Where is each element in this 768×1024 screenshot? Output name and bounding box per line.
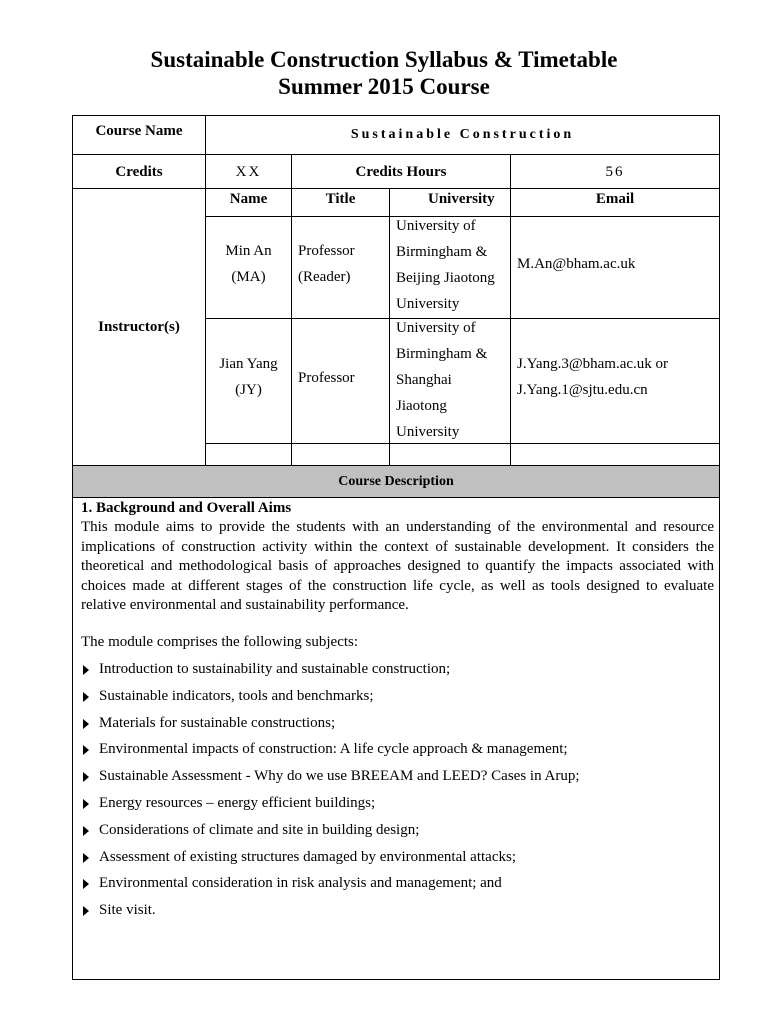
header-name: Name (229, 191, 268, 207)
subject-text: Environmental impacts of construction: A life cycle approach & management; (99, 741, 568, 758)
bullet-arrow-icon (83, 906, 89, 916)
email-line: M.An@bham.ac.uk (517, 256, 636, 272)
instructor-university (396, 213, 510, 317)
list-item (81, 844, 711, 871)
list-item (81, 736, 711, 763)
row-divider (73, 497, 719, 498)
credits-value: XX (235, 164, 262, 180)
bullet-arrow-icon (83, 745, 89, 755)
bullet-arrow-icon (83, 772, 89, 782)
credit-hours-label: Credits Hours (355, 164, 447, 180)
list-item (81, 817, 711, 844)
course-name-label: Course Name (95, 123, 183, 139)
subject-text: Environmental consideration in risk analysis and management; and (99, 875, 502, 892)
syllabus-table (72, 115, 720, 980)
list-item (81, 870, 711, 897)
instructor-name-line: Jian Yang (219, 356, 278, 372)
bullet-arrow-icon (83, 826, 89, 836)
header-university: University (428, 191, 495, 207)
col-divider (389, 188, 390, 465)
subject-text: Site visit. (99, 902, 156, 919)
university-line: Birmingham & (396, 244, 488, 260)
bullet-arrow-icon (83, 879, 89, 889)
instructor-name-line: Min An (225, 243, 272, 259)
instructors-label: Instructor(s) (98, 319, 180, 335)
title-line-2: Summer 2015 Course (278, 74, 490, 99)
university-line: Jiaotong (396, 398, 447, 414)
instructor-title-line: Professor (298, 243, 355, 259)
title-line-1: Sustainable Construction Syllabus & Timetable (150, 47, 618, 72)
email-line: J.Yang.3@bham.ac.uk or (517, 356, 669, 372)
list-item (81, 683, 711, 710)
email-line: J.Yang.1@sjtu.edu.cn (517, 382, 648, 398)
list-item (81, 656, 711, 683)
instructor-title (298, 238, 388, 290)
university-line: Shanghai (396, 372, 452, 388)
description-paragraph: This module aims to provide the students with an understanding of the environmental and resource implications of construction activity within the context of sustainable development. It considers the theoretical and methodological basis of approaches designed to quantify the impacts associated with choices made at different stages of the construction life cycle, as well as tools designed to evaluate relative environmental and sustainability performance. (81, 519, 714, 613)
instructor-title-line: Professor (298, 370, 355, 386)
list-item (81, 897, 711, 924)
course-name-value: Sustainable Construction (350, 127, 575, 142)
instructor-name-line: (MA) (231, 269, 266, 285)
subjects-intro: The module comprises the following subjects: (81, 634, 359, 650)
section-title: 1. Background and Overall Aims (81, 500, 292, 516)
page-title (0, 46, 768, 100)
header-email: Email (595, 191, 635, 207)
subject-text: Considerations of climate and site in building design; (99, 821, 420, 838)
university-line: Beijing Jiaotong (396, 270, 495, 286)
university-line: University of (396, 218, 476, 234)
instructor-title-line: (Reader) (298, 269, 351, 285)
bullet-arrow-icon (83, 692, 89, 702)
bullet-arrow-icon (83, 719, 89, 729)
list-item (81, 790, 711, 817)
bullet-arrow-icon (83, 665, 89, 675)
instructor-name (206, 238, 291, 290)
credits-label: Credits (115, 164, 163, 180)
university-line: University of (396, 320, 476, 336)
university-line: University (396, 424, 460, 440)
instructor-email (517, 351, 717, 403)
subject-text: Energy resources – energy efficient buildings; (99, 794, 376, 811)
list-item (81, 710, 711, 737)
university-line: University (396, 296, 460, 312)
credit-hours-value: 56 (605, 164, 625, 180)
university-line: Birmingham & (396, 346, 488, 362)
instructor-university (396, 315, 510, 445)
subject-text: Materials for sustainable constructions; (99, 714, 336, 731)
subject-text: Assessment of existing structures damaged by environmental attacks; (99, 848, 516, 865)
subject-text: Sustainable indicators, tools and benchmarks; (99, 687, 374, 704)
row-divider (73, 154, 719, 155)
instructor-name (206, 351, 291, 403)
header-title: Title (325, 191, 356, 207)
list-item (81, 763, 711, 790)
bullet-arrow-icon (83, 853, 89, 863)
instructor-email (517, 251, 717, 277)
instructor-name-line: (JY) (235, 382, 262, 398)
description-header: Course Description (338, 474, 454, 489)
subject-text: Introduction to sustainability and sustainable construction; (99, 661, 451, 677)
bullet-arrow-icon (83, 799, 89, 809)
instructor-title (298, 365, 388, 391)
subjects-list (81, 656, 711, 924)
subject-text: Sustainable Assessment - Why do we use BREEAM and LEED? Cases in Arup; (99, 768, 580, 785)
